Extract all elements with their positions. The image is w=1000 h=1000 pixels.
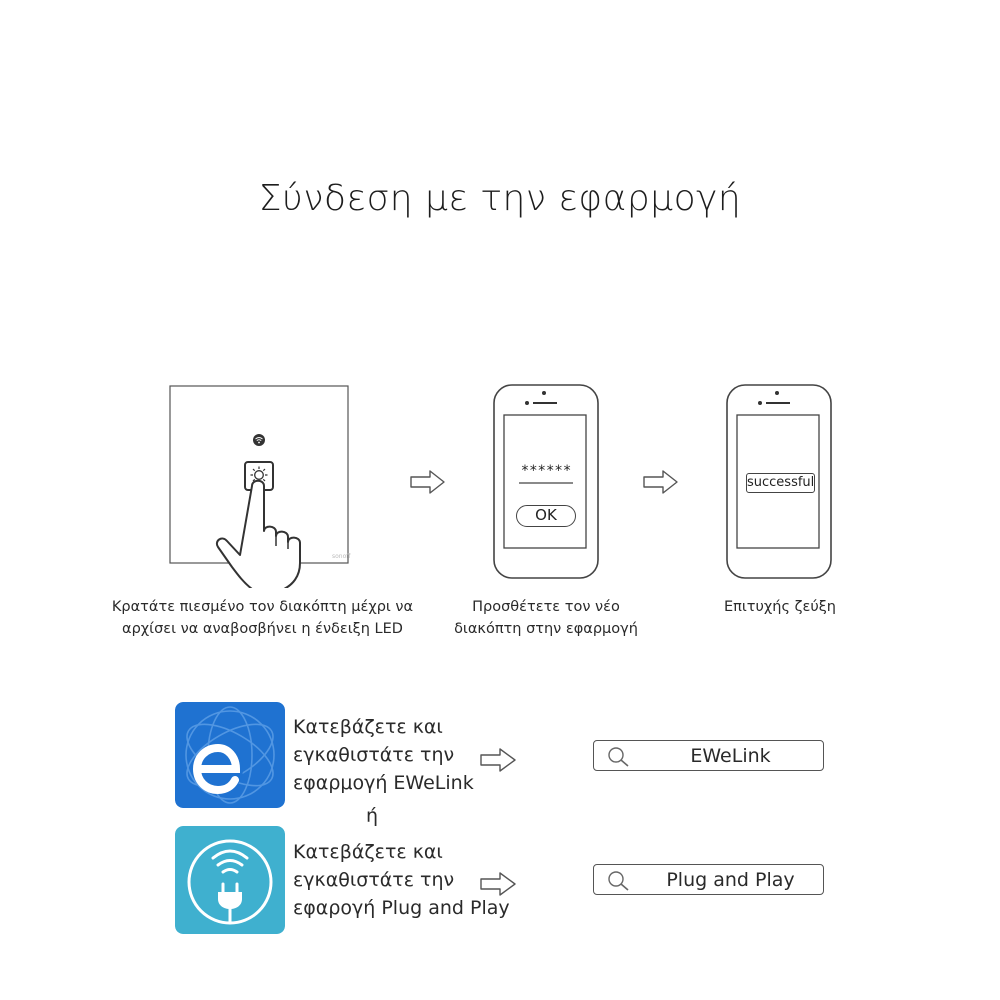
step-3-caption — [700, 596, 860, 618]
or-label: ή — [366, 805, 379, 827]
success-label: successful — [746, 473, 815, 493]
ewelink-app-icon — [175, 702, 285, 808]
smartphone-icon — [492, 383, 602, 581]
step-2-caption — [430, 596, 662, 640]
step-1-caption-line1: Κρατάτε πιεσμένο τον διακόπτη μέχρι να — [111, 599, 414, 615]
ok-button: OK — [516, 505, 576, 527]
step-1-caption — [90, 596, 435, 640]
password-field: ****** — [520, 463, 572, 479]
app-2-line3: εφαρογή Plug and Play — [293, 897, 510, 919]
app-1-line3: εφαρμογή EWeLink — [293, 772, 474, 794]
page-title: Σύνδεση με την εφαρμογή — [258, 178, 742, 219]
app-2-line2: εγκαθιστάτε την — [293, 869, 455, 891]
app-1-line1: Κατεβάζετε και — [293, 716, 443, 738]
step-2-caption-line2: διακόπτη στην εφαρμογή — [454, 621, 638, 637]
app-2-line1: Κατεβάζετε και — [293, 841, 443, 863]
step-3-caption-line1: Επιτυχής ζεύξη — [724, 599, 836, 615]
step-1-caption-line2: αρχίσει να αναβοσβήνει η ένδειξη LED — [122, 621, 403, 637]
search-icon — [606, 746, 632, 768]
search-text: EWeLink — [690, 745, 771, 767]
svg-text:sonoff: sonoff — [332, 553, 351, 560]
wall-switch-icon — [160, 378, 360, 588]
right-arrow-icon — [478, 870, 520, 898]
search-box-plug-and-play — [593, 864, 824, 895]
search-box-ewelink — [593, 740, 824, 771]
plug-app-icon — [175, 826, 285, 934]
step-2-caption-line1: Προσθέτετε τον νέο — [472, 599, 620, 615]
app-1-line2: εγκαθιστάτε την — [293, 744, 455, 766]
right-arrow-icon — [408, 468, 448, 496]
app-1-description — [293, 713, 493, 797]
right-arrow-icon — [478, 746, 520, 774]
search-text: Plug and Play — [666, 869, 795, 891]
right-arrow-icon — [641, 468, 681, 496]
search-icon — [606, 870, 632, 892]
